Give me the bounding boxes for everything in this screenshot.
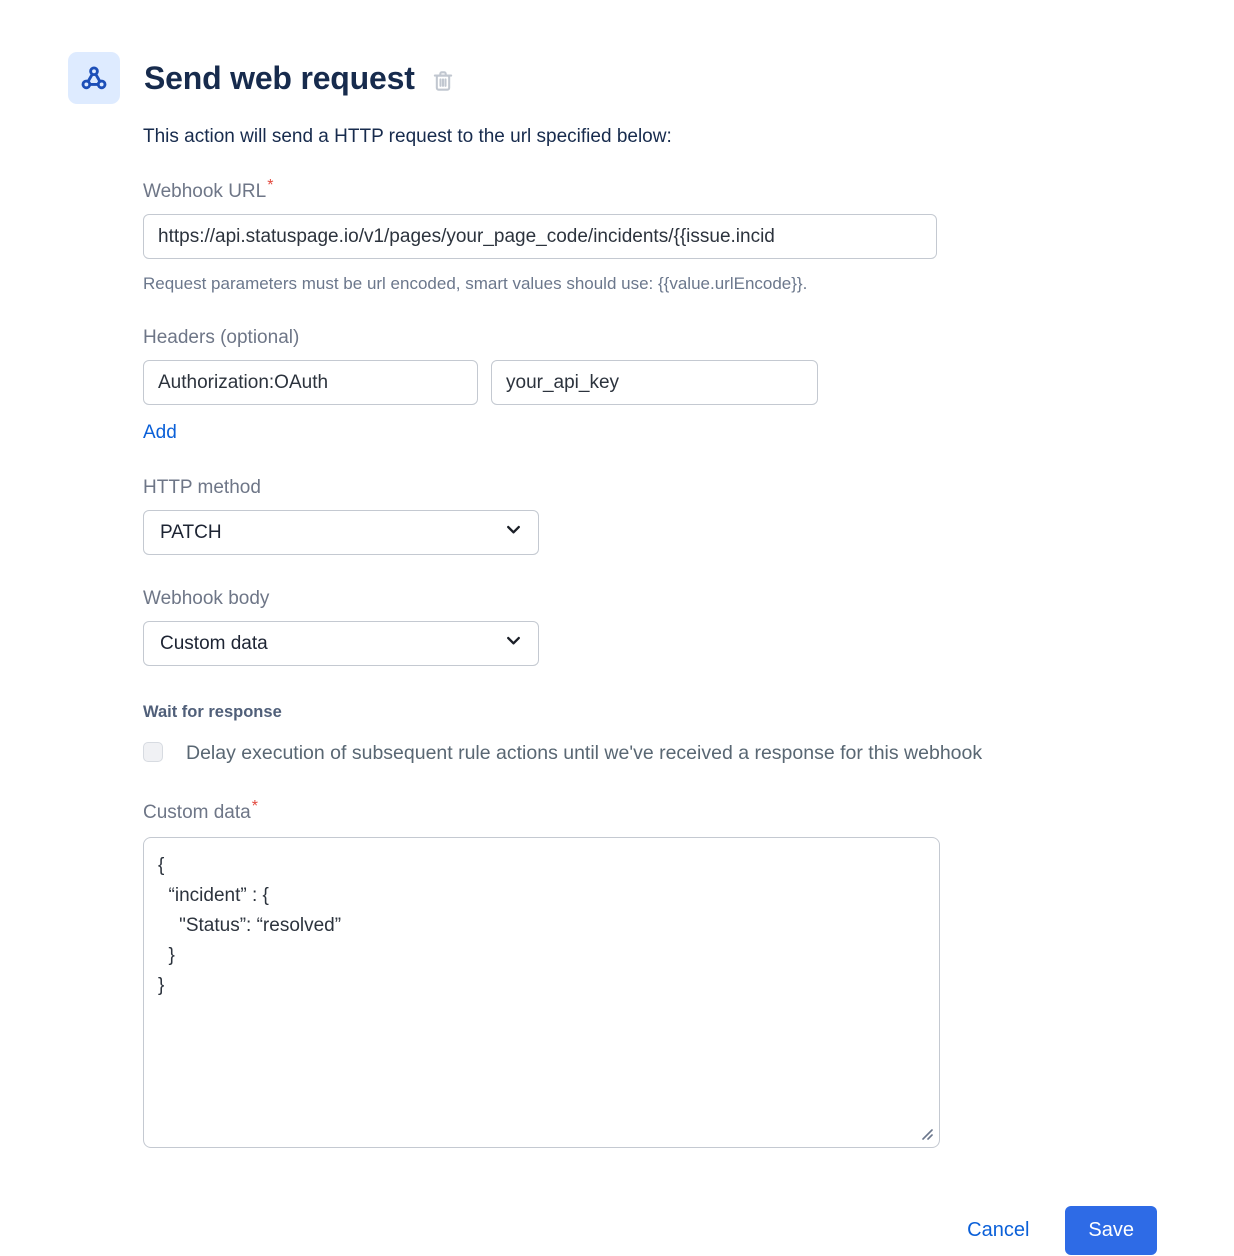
required-asterisk: * [251,797,258,815]
wait-for-response-checkbox-label[interactable]: Delay execution of subsequent rule actions until we've received a response for this webhook [186,742,983,764]
save-button[interactable]: Save [1065,1206,1157,1255]
page-title: Send web request [144,59,415,96]
add-header-link[interactable]: Add [143,422,177,443]
webhook-body-value: Custom data [160,632,268,654]
webhook-body-label: Webhook body [143,588,270,609]
webhook-body-select[interactable] [143,621,539,666]
header-value-input[interactable] [491,360,818,405]
chevron-down-icon [503,519,524,546]
required-asterisk: * [267,176,274,194]
webhook-url-input[interactable] [143,214,937,259]
panel-header [68,52,1157,104]
custom-data-label: Custom data* [143,797,258,823]
header-row [143,360,1157,405]
header-name-input[interactable] [143,360,478,405]
wait-for-response-checkbox[interactable] [143,742,163,762]
wait-for-response-row [143,738,1157,769]
webhook-url-helper: Request parameters must be url encoded, smart values should use: {{value.urlEncode}}. [143,274,808,293]
http-method-label: HTTP method [143,477,261,498]
webhook-icon [68,52,120,104]
http-method-select[interactable] [143,510,539,555]
form-footer [143,1206,1157,1255]
webhook-url-label: Webhook URL* [143,176,274,202]
form-content [143,126,1157,1255]
wait-for-response-label: Wait for response [143,703,282,721]
headers-label: Headers (optional) [143,327,300,348]
custom-data-textarea[interactable] [143,837,940,1148]
chevron-down-icon [503,630,524,657]
cancel-button[interactable]: Cancel [967,1219,1030,1241]
custom-data-field [143,837,940,1148]
http-method-value: PATCH [160,521,222,543]
trash-icon[interactable] [430,68,456,94]
intro-text: This action will send a HTTP request to the url specified below: [143,126,672,147]
